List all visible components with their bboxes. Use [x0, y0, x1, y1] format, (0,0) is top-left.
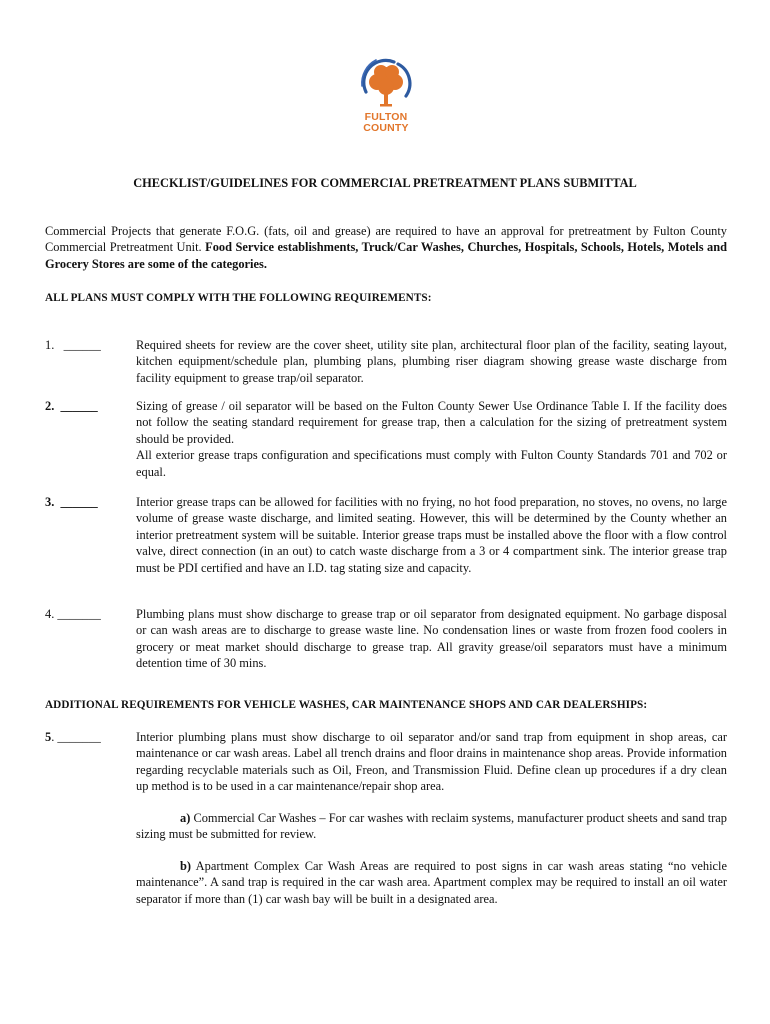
- sub-item-b-label: b): [180, 859, 192, 873]
- intro-paragraph: [45, 223, 727, 272]
- section-heading-vehicle-washes: ADDITIONAL REQUIREMENTS FOR VEHICLE WASHES, CAR MAINTENANCE SHOPS AND CAR DEALERSHIPS:: [45, 699, 648, 711]
- item-5-number: [45, 729, 125, 745]
- sub-item-a-label: a): [180, 811, 191, 825]
- fulton-county-logo: [354, 52, 418, 136]
- intro-emphasis: Food Service establishments, Truck/Car Washes, Churches, Hospitals, Schools, Hotels, Motels and Grocery Stores are some of the categories.: [45, 240, 727, 271]
- item-2-number: 2. ______: [45, 399, 98, 413]
- intro-lead: Commercial Projects that generate F.O.G. (fats, oil and grease) are required to have an approval for pretreatment by Fulton County Commercial Pretreatment Unit.: [45, 224, 727, 255]
- item-2-text-part1: Sizing of grease / oil separator will be based on the Fulton County Sewer Use Ordinance Table I. If the facility does not follow the seating standard requirement for grease trap, then a calculation for the sizing of pretreatment system should be provided.: [136, 399, 727, 446]
- item-3-text: Interior grease traps can be allowed for facilities with no frying, no hot food preparation, no stoves, no ovens, no large volume of grease waste discharge, and limited seating. However, this will be determined by the County whether an interior pretreatment system will be suitable. Interior grease traps must be installed above the floor with a flow control valve, direct connection (in an out) to catch waste discharge from a 3 or 4 compartment sink. The interior grease trap must be PDI certified and have an I.D. tag stating size and capacity.: [136, 495, 727, 575]
- item-4-text: Plumbing plans must show discharge to grease trap or oil separator from designated equipment. No garbage disposal or can wash areas are to discharge to grease waste line. No condensation lines or waste from frozen food coolers in grocery or meat market should discharge to grease trap. All gravity grease/oil separators must have a minimum detention time of 30 mins.: [136, 607, 727, 671]
- sub-item-a-text: Commercial Car Washes – For car washes with reclaim systems, manufacturer product sheets and sand trap sizing must be submitted for review.: [136, 811, 727, 842]
- section-heading-requirements: ALL PLANS MUST COMPLY WITH THE FOLLOWING REQUIREMENTS:: [45, 292, 432, 304]
- item-1-text: Required sheets for review are the cover sheet, utility site plan, architectural floor plan of the facility, seating layout, kitchen equipment/schedule plan, plumbing plans, plumbing riser diagram showing grease waste discharge from facility equipment to grease trap/oil separator.: [136, 338, 727, 385]
- tree-emblem-icon: [354, 52, 418, 116]
- item-3-number: 3. ______: [45, 495, 98, 509]
- item-5-number-bold: 5: [45, 730, 52, 744]
- item-1-number: 1. ______: [45, 338, 101, 352]
- logo-text-fulton: FULTON: [364, 111, 408, 123]
- sub-item-b-text: Apartment Complex Car Wash Areas are required to post signs in car wash areas stating “no vehicle maintenance”. A sand trap is required in the car wash area. Apartment complex may be required to install an oil water separator if more than (1) car wash bay will be built in a designated area.: [136, 859, 727, 906]
- item-5-text: Interior plumbing plans must show discharge to oil separator and/or sand trap from equipment in shop areas, car maintenance or car wash areas. Label all trench drains and floor drains in maintenance shop areas. Provide information regarding recyclable materials such as Oil, Freon, and Transmission Fluid. Define clean up procedures if a dry clean up method is to be used in a car maintenance/repair shop area.: [136, 730, 727, 794]
- item-5-number-rest: . _______: [51, 730, 101, 744]
- document-title: CHECKLIST/GUIDELINES FOR COMMERCIAL PRETREATMENT PLANS SUBMITTAL: [133, 176, 637, 190]
- item-2-text: [136, 398, 727, 480]
- item-2-text-part2: All exterior grease traps configuration and specifications must comply with Fulton County Standards 701 and 702 or equal.: [136, 448, 727, 479]
- item-4-number: 4. _______: [45, 607, 101, 621]
- logo-text-county: COUNTY: [363, 122, 409, 134]
- sub-item-b: [136, 858, 727, 907]
- sub-item-a: [136, 810, 727, 843]
